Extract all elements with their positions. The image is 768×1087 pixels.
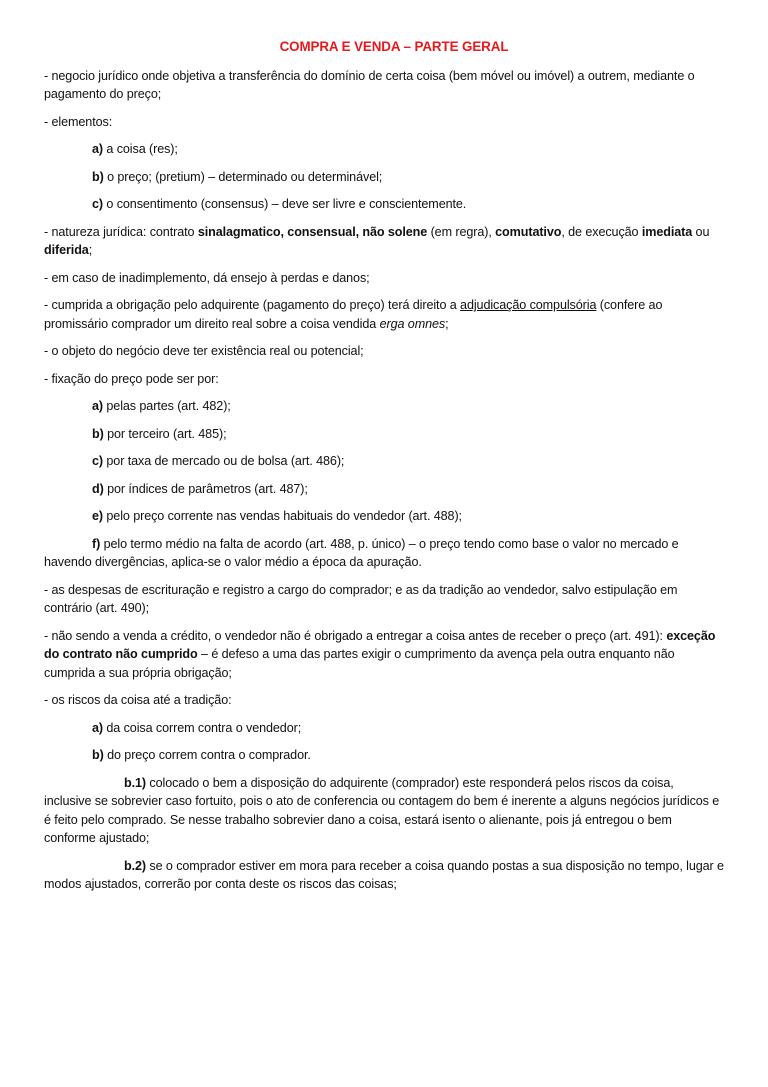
document-page [44,38,724,903]
item-label: c) [92,454,103,468]
item-label: f) [92,536,101,551]
underlined-run: adjudicação compulsória [460,298,597,312]
bold-run: diferida [44,243,89,257]
paragraph-adjudication [44,296,724,333]
item-text: por índices de parâmetros (art. 487); [103,481,308,496]
item-text: pelas partes (art. 482); [103,399,231,413]
item-label: b.1) [124,775,146,790]
item-text: pelo termo médio na falta de acordo (art. 488, p. único) – o preço tendo como base o valor no mercado e havendo divergências, aplica-se o valor médio a época da apuração. [44,536,679,569]
bold-run: comutativo [495,224,562,239]
price-item [44,535,724,572]
text-run: , de execução [561,224,642,239]
item-text: a coisa (res); [103,142,178,156]
item-text: por terceiro (art. 485); [103,426,227,441]
paragraph-elements-heading: - elementos: [44,114,113,129]
item-label: d) [92,481,104,496]
item-text: colocado o bem a disposição do adquirente (comprador) este responderá pelos riscos da coisa, inclusive se sobrevier caso fortuito, pois o ato de conferencia ou contagem do bem é inerente a alguns negócios jurídicos e é feito pelo comprado. Se nesse trabalho sobrevier dano a coisa, estará isento o alienante, pois já entregou o bem conforme ajustado; [44,775,720,845]
paragraph-object: - o objeto do negócio deve ter existência real ou potencial; [44,344,364,358]
price-item [44,480,724,499]
item-label: b.2) [124,858,146,873]
bold-run: imediata [641,224,693,239]
paragraph-default: - em caso de inadimplemento, dá ensejo à perdas e danos; [44,270,370,285]
item-label: a) [92,720,103,735]
paragraph-definition: - negocio jurídico onde objetiva a transferência do domínio de certa coisa (bem móvel ou imóvel) a outrem, mediante o pagamento do preço; [44,68,695,101]
sub-item [44,857,724,894]
item-text: se o comprador estiver em mora para receber a coisa quando postas a sua disposição no tempo, lugar e modos ajustados, correrão por conta deste os riscos das coisas; [44,858,724,891]
text-run: ; [88,243,93,257]
text-run: ou [692,224,710,239]
paragraph-price-heading: - fixação do preço pode ser por: [44,371,219,386]
element-item [44,140,724,159]
document-title: COMPRA E VENDA – PARTE GERAL [279,39,509,54]
item-label: e) [92,509,103,523]
paragraph-exception [44,627,724,683]
item-text: o preço; (pretium) – determinado ou determinável; [103,169,383,184]
price-item [44,507,724,526]
item-label: a) [92,399,103,413]
price-item [44,397,724,416]
item-text: por taxa de mercado ou de bolsa (art. 486); [103,454,345,468]
item-text: pelo preço corrente nas vendas habituais do vendedor (art. 488); [103,509,462,523]
bold-run: sinalagmatico, consensual, não solene [197,224,428,239]
text-run: (em regra), [427,224,496,239]
risk-item [44,746,724,765]
price-item [44,425,724,444]
element-item [44,168,724,187]
item-label: b) [92,426,104,441]
italic-run: erga omnes [379,316,446,331]
item-text: do preço correm contra o comprador. [103,748,311,762]
text-run: ; [445,316,449,331]
text-run: - não sendo a venda a crédito, o vendedor não é obrigado a entregar a coisa antes de receber o preço (art. 491): [44,628,667,643]
item-label: c) [92,197,103,211]
item-label: b) [92,748,104,762]
item-label: a) [92,142,103,156]
element-item [44,195,724,214]
item-label: b) [92,169,104,184]
text-run: – é defeso a uma das partes exigir o cumprimento da avença pela outra enquanto não cumprida a sua própria obrigação; [44,647,675,680]
text-run: (confere ao promissário comprador um direito real sobre a coisa vendida [44,298,663,331]
risk-item [44,719,724,738]
text-run: - natureza jurídica: contrato [44,224,198,239]
item-text: da coisa correm contra o vendedor; [103,720,302,735]
paragraph-legal-nature [44,223,724,260]
paragraph-expenses: - as despesas de escrituração e registro a cargo do comprador; e as da tradição ao vendedor, salvo estipulação em contrário (art. 490); [44,582,678,615]
sub-item [44,774,724,848]
price-item [44,452,724,471]
text-run: - cumprida a obrigação pelo adquirente (pagamento do preço) terá direito a [44,298,461,312]
paragraph-risks-heading: - os riscos da coisa até a tradição: [44,693,232,707]
item-text: o consentimento (consensus) – deve ser livre e conscientemente. [103,197,467,211]
bold-run: exceção do contrato não cumprido [44,628,716,661]
